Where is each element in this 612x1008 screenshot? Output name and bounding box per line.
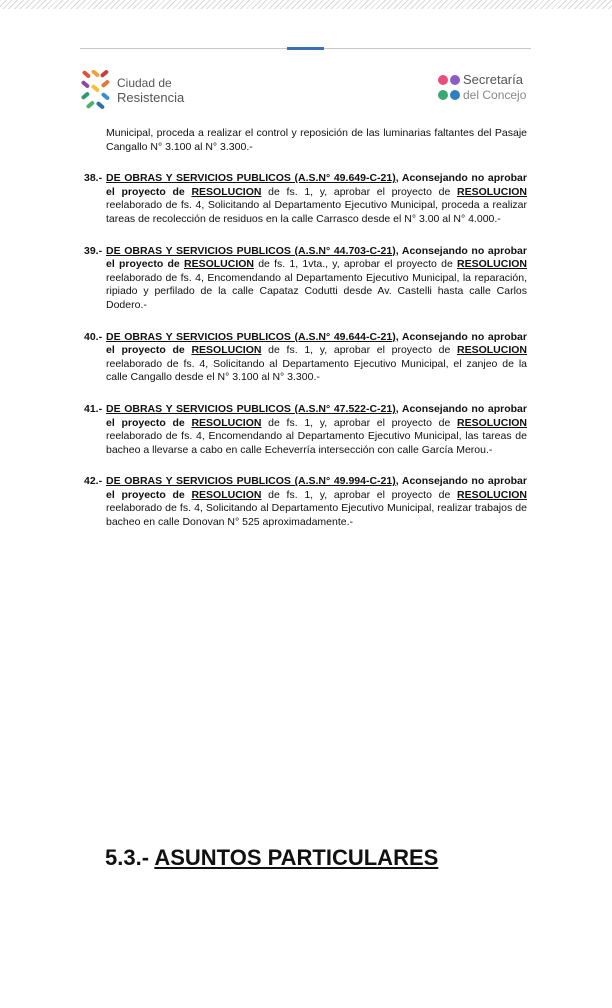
item-number: 38.- bbox=[84, 172, 103, 185]
item-number: 40.- bbox=[84, 330, 103, 343]
text-part: , Aconsejando no aprobar el proyecto de bbox=[106, 475, 527, 501]
committee-reference: DE OBRAS Y SERVICIOS PUBLICOS (A.S.N° 49.644-C-21) bbox=[106, 330, 396, 343]
agenda-item-40 bbox=[84, 331, 527, 385]
ciudad-emblem-icon bbox=[80, 70, 112, 112]
top-hatch-band bbox=[0, 0, 612, 9]
text-part: de fs. 1, 1vta., y, aprobar el proyecto de bbox=[254, 258, 457, 271]
agenda-item-39 bbox=[84, 245, 527, 313]
item-text bbox=[106, 475, 527, 529]
text-part: , Aconsejando no aprobar el proyecto de bbox=[106, 330, 527, 357]
text-part: de fs. 1, y, aprobar el proyecto de bbox=[261, 416, 457, 429]
section-label: ASUNTOS PARTICULARES bbox=[154, 845, 439, 870]
keyword-resolucion: RESOLUCION bbox=[183, 258, 254, 271]
secretaria-del-concejo-logo bbox=[437, 72, 537, 108]
logo-left-line2: Resistencia bbox=[117, 90, 185, 105]
item-text bbox=[106, 331, 527, 385]
keyword-resolucion: RESOLUCION bbox=[456, 344, 527, 357]
text-part: , Aconsejando no aprobar el proyecto de bbox=[106, 244, 527, 271]
agenda-item-38 bbox=[84, 172, 527, 226]
header-accent-bar bbox=[287, 47, 324, 50]
concejo-emblem-icon bbox=[437, 72, 461, 104]
text-part: de fs. 1, y, aprobar el proyecto de bbox=[261, 185, 457, 198]
keyword-resolucion: RESOLUCION bbox=[191, 416, 262, 429]
text-part: reelaborado de fs. 4, Solicitando al Departamento Ejecutivo Municipal, el zanjeo de la calle Cangallo desde el N° 3.100 al N° 3.300.- bbox=[106, 357, 527, 384]
item-text bbox=[106, 245, 527, 313]
keyword-resolucion: RESOLUCION bbox=[456, 416, 527, 429]
text-part: , Aconsejando no aprobar el proyecto de bbox=[106, 172, 527, 198]
text-part: reelaborado de fs. 4, Encomendando al Departamento Ejecutivo Municipal, las tareas de bacheo a llevarse a cabo en calle Echeverría intersección con calle García Merou.- bbox=[106, 430, 527, 456]
keyword-resolucion: RESOLUCION bbox=[191, 185, 262, 198]
keyword-resolucion: RESOLUCION bbox=[456, 488, 527, 501]
agenda-item-42 bbox=[84, 475, 527, 529]
keyword-resolucion: RESOLUCION bbox=[457, 258, 528, 271]
item-number: 39.- bbox=[84, 244, 103, 257]
logo-left-line1: Ciudad de bbox=[117, 76, 172, 90]
ciudad-de-resistencia-logo bbox=[80, 70, 210, 112]
text-part: reelaborado de fs. 4, Solicitando al Departamento Ejecutivo Municipal, proceda a realizar tareas de recolección de residuos en la calle Carrasco desde el N° 3.00 al N° 4.000.- bbox=[106, 199, 527, 225]
item-text bbox=[106, 172, 527, 226]
section-heading bbox=[105, 845, 438, 871]
committee-reference: DE OBRAS Y SERVICIOS PUBLICOS (A.S.N° 49.649-C-21) bbox=[106, 172, 396, 185]
logo-right-line1: Secretaría bbox=[463, 72, 523, 87]
committee-reference: DE OBRAS Y SERVICIOS PUBLICOS (A.S.N° 49.994-C-21) bbox=[106, 475, 396, 488]
continuation-paragraph: Municipal, proceda a realizar el control y reposición de las luminarias faltantes del Pasaje Cangallo N° 3.100 al N° 3.300.- bbox=[106, 127, 527, 153]
logo-right-line2: del Concejo bbox=[463, 88, 527, 102]
section-number: 5.3.- bbox=[105, 845, 155, 870]
committee-reference: DE OBRAS Y SERVICIOS PUBLICOS (A.S.N° 47.522-C-21) bbox=[106, 402, 396, 415]
text-part: , Aconsejando no aprobar el proyecto de bbox=[106, 402, 527, 429]
text-part: reelaborado de fs. 4, Encomendando al Departamento Ejecutivo Municipal, la reparación, ripiado y perfilado de la calle Capataz Codutti desde Av. Castelli hasta calle Carlos Dodero.- bbox=[106, 271, 527, 311]
text-part: de fs. 1, y, aprobar el proyecto de bbox=[261, 344, 457, 357]
committee-reference: DE OBRAS Y SERVICIOS PUBLICOS (A.S.N° 44.703-C-21) bbox=[106, 244, 396, 257]
item-number: 42.- bbox=[84, 475, 103, 488]
keyword-resolucion: RESOLUCION bbox=[456, 185, 527, 198]
agenda-item-41 bbox=[84, 403, 527, 457]
keyword-resolucion: RESOLUCION bbox=[191, 344, 262, 357]
text-part: de fs. 1, y, aprobar el proyecto de bbox=[261, 488, 457, 501]
item-number: 41.- bbox=[84, 402, 103, 415]
text-part: reelaborado de fs. 4, Solicitando al Departamento Ejecutivo Municipal, realizar trabajos de bacheo en calle Donovan N° 525 aproximadamente.- bbox=[106, 502, 527, 529]
item-text bbox=[106, 403, 527, 457]
keyword-resolucion: RESOLUCION bbox=[191, 488, 262, 501]
document-body bbox=[84, 127, 527, 530]
